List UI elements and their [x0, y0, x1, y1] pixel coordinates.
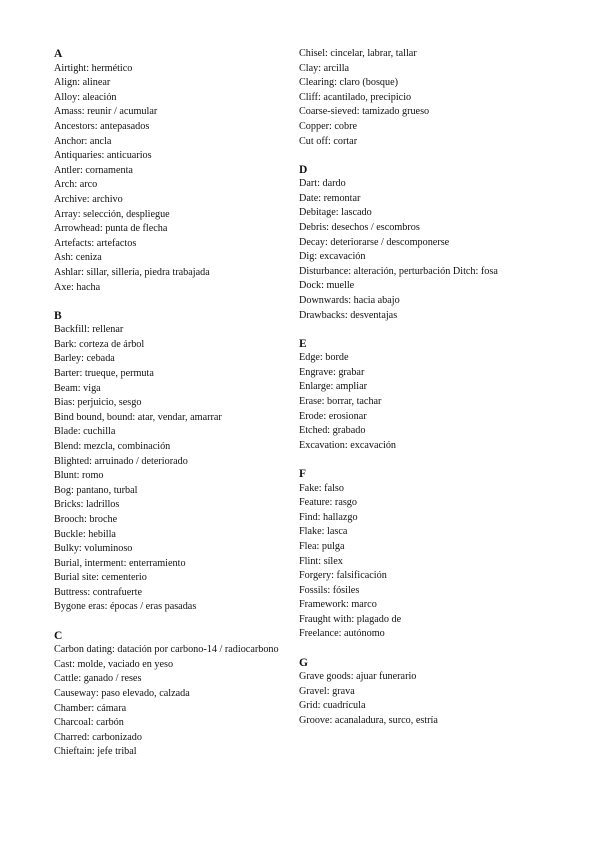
glossary-entry: Barley: cebada	[54, 353, 115, 365]
glossary-entry: Framework: marco	[299, 599, 377, 611]
glossary-entry: Antler: cornamenta	[54, 164, 133, 176]
glossary-entry: Archive: archivo	[54, 193, 123, 205]
glossary-entry: Airtight: hermético	[54, 62, 133, 74]
glossary-entry: Dig: excavación	[299, 251, 366, 263]
glossary-entry: Enlarge: ampliar	[299, 381, 367, 393]
glossary-entry: Etched: grabado	[299, 425, 366, 437]
glossary-entry: Arch: arco	[54, 179, 98, 191]
glossary-entry: Alloy: aleación	[54, 91, 117, 103]
glossary-entry: Coarse-sieved: tamizado grueso	[299, 106, 430, 118]
glossary-entry: Copper: cobre	[299, 120, 357, 132]
section-letter-heading: G	[299, 656, 308, 669]
glossary-entry: Downwards: hacia abajo	[299, 295, 400, 306]
glossary-entry: Bias: perjuicio, sesgo	[54, 397, 142, 409]
glossary-entry: Bark: corteza de árbol	[54, 338, 145, 350]
glossary-entry: Amass: reunir / acumular	[54, 106, 158, 118]
glossary-entry: Blunt: romo	[54, 470, 104, 482]
glossary-entry: Disturbance: alteración, perturbación Ditch: fosa	[299, 265, 498, 277]
glossary-entry: Bind bound, bound: atar, vendar, amarrar	[54, 411, 222, 423]
glossary-entry: Ancestors: antepasados	[54, 120, 150, 132]
glossary-entry: Fake: falso	[299, 482, 344, 494]
glossary-entry: Artefacts: artefactos	[54, 237, 137, 249]
glossary-entry: Decay: deteriorarse / descomponerse	[299, 236, 450, 248]
glossary-entry: Erase: borrar, tachar	[299, 396, 382, 408]
glossary-entry: Groove: acanaladura, surco, estría	[299, 714, 438, 726]
glossary-entry: Find: hallazgo	[299, 511, 358, 523]
glossary-entry: Flint: sílex	[299, 555, 343, 567]
glossary-entry: Date: remontar	[299, 192, 361, 204]
glossary-entry: Drawbacks: desventajas	[299, 309, 398, 321]
glossary-entry: Carbon dating: datación por carbono-14 / radiocarbono Cast: molde, vaciado en yeso	[54, 644, 279, 670]
glossary-entry: Burial, interment: enterramiento	[54, 557, 186, 569]
glossary-entry: Gravel: grava	[299, 685, 355, 697]
glossary-entry: Fossils: fósiles	[299, 584, 360, 596]
glossary-section-g	[299, 656, 549, 729]
glossary-entry: Charcoal: carbón	[54, 717, 124, 729]
glossary-entry: Chisel: cincelar, labrar, tallar	[299, 48, 417, 59]
glossary-entry: Barter: trueque, permuta	[54, 367, 154, 379]
glossary-entry: Antiquaries: anticuarios	[54, 150, 152, 162]
glossary-right-column	[299, 47, 549, 742]
glossary-entry: Debitage: lascado	[299, 207, 372, 219]
glossary-entry: Flea: pulga	[299, 540, 345, 552]
glossary-entry: Bog: pantano, turbal	[54, 484, 138, 496]
glossary-entry: Buckle: hebilla	[54, 528, 116, 540]
section-letter-heading: C	[54, 629, 63, 642]
glossary-section-continued	[299, 47, 549, 149]
glossary-section-f	[299, 467, 549, 642]
glossary-entry: Feature: rasgo	[299, 497, 357, 509]
glossary-entry: Fraught with: plagado de	[299, 613, 402, 625]
glossary-entry: Buttress: contrafuerte	[54, 586, 142, 598]
glossary-entry: Clay: arcilla	[299, 62, 350, 74]
glossary-entry: Debris: desechos / escombros	[299, 222, 420, 234]
glossary-entry: Axe: hacha	[54, 281, 101, 293]
glossary-entry: Dock: muelle	[299, 280, 355, 292]
section-letter-heading: B	[54, 309, 62, 322]
glossary-entry: Edge: borde	[299, 352, 349, 364]
glossary-section-d	[299, 163, 549, 324]
glossary-entry: Charred: carbonizado	[54, 731, 142, 743]
glossary-section-e	[299, 337, 549, 454]
glossary-entry: Anchor: ancla	[54, 135, 112, 147]
section-letter-heading: E	[299, 337, 307, 350]
glossary-entry: Causeway: paso elevado, calzada	[54, 687, 190, 699]
glossary-entry: Freelance: autónomo	[299, 628, 385, 640]
glossary-entry: Burial site: cementerio	[54, 572, 147, 584]
glossary-entry: Align: alinear	[54, 77, 111, 89]
section-letter-heading: D	[299, 163, 308, 176]
glossary-entry: Grid: cuadrícula	[299, 700, 366, 712]
glossary-entry: Bricks: ladrillos	[54, 499, 120, 511]
glossary-entry: Brooch: broche	[54, 513, 118, 525]
glossary-entry: Bygone eras: épocas / eras pasadas	[54, 601, 197, 613]
glossary-entry: Cut off: cortar	[299, 135, 358, 147]
glossary-section-b	[54, 309, 284, 615]
section-letter-heading: F	[299, 467, 307, 480]
glossary-entry: Grave goods: ajuar funerario	[299, 671, 417, 683]
glossary-entry: Blend: mezcla, combinación	[54, 440, 171, 452]
glossary-left-column	[54, 47, 284, 773]
glossary-entry: Blighted: arruinado / deteriorado	[54, 455, 188, 467]
glossary-entry: Chieftain: jefe tribal	[54, 746, 137, 758]
glossary-entry: Forgery: falsificación	[299, 570, 387, 582]
glossary-entry: Array: selección, despliegue	[54, 208, 170, 220]
glossary-entry: Dart: dardo	[299, 178, 346, 190]
glossary-entry: Chamber: cámara	[54, 702, 127, 714]
glossary-entry: Bulky: voluminoso	[54, 543, 133, 555]
glossary-section-a	[54, 47, 284, 295]
glossary-entry: Flake: lasca	[299, 526, 348, 538]
glossary-entry: Arrowhead: punta de flecha	[54, 223, 168, 235]
glossary-entry: Erode: erosionar	[299, 410, 367, 422]
glossary-entry: Cliff: acantilado, precipicio	[299, 91, 412, 103]
glossary-section-c	[54, 629, 284, 760]
glossary-entry: Excavation: excavación	[299, 439, 397, 451]
glossary-entry: Engrave: grabar	[299, 366, 365, 378]
glossary-entry: Ash: ceniza	[54, 252, 102, 264]
glossary-entry: Beam: viga	[54, 382, 101, 394]
glossary-entry: Ashlar: sillar, sillería, piedra trabajada	[54, 266, 210, 278]
glossary-entry: Backfill: rellenar	[54, 324, 124, 336]
section-letter-heading: A	[54, 48, 63, 60]
glossary-entry: Clearing: claro (bosque)	[299, 77, 399, 89]
glossary-entry: Cattle: ganado / reses	[54, 673, 142, 685]
glossary-entry: Blade: cuchilla	[54, 426, 116, 438]
